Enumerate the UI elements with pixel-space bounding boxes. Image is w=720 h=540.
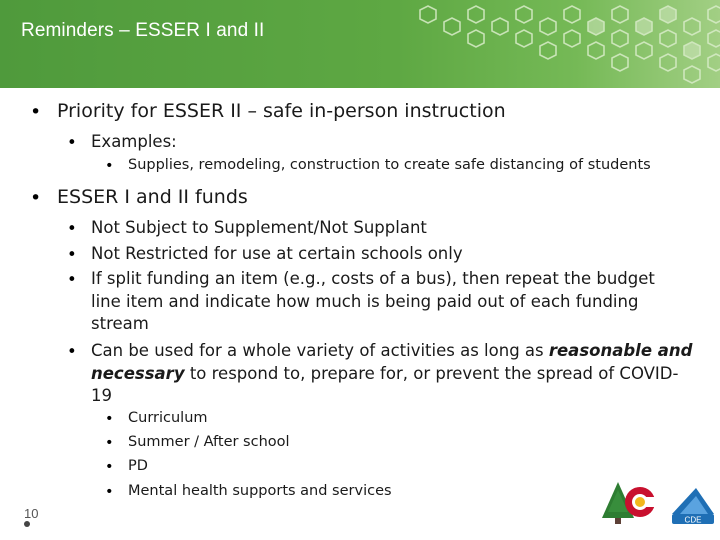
bullet-dot: • bbox=[67, 219, 77, 238]
bullet-examples: Examples: bbox=[91, 132, 177, 151]
bullet-curriculum: Curriculum bbox=[128, 410, 208, 426]
bullet-dot: • bbox=[30, 187, 42, 209]
bullet-split-funding-line2: line item and indicate how much is being paid out of each funding bbox=[91, 292, 639, 311]
colorado-c-icon bbox=[625, 487, 658, 517]
bullet-dot: • bbox=[67, 133, 77, 152]
bullet-dot: • bbox=[105, 435, 114, 451]
bullet-summer: Summer / After school bbox=[128, 434, 290, 450]
bullet-dot: • bbox=[67, 342, 77, 361]
bullet-not-restricted: Not Restricted for use at certain schools only bbox=[91, 244, 463, 263]
bullet-funds: ESSER I and II funds bbox=[57, 186, 248, 208]
bullet-dot: • bbox=[105, 459, 114, 475]
bullet-priority: Priority for ESSER II – safe in-person instruction bbox=[57, 100, 506, 122]
slide-title: Reminders – ESSER I and II bbox=[21, 20, 265, 41]
bullet-supplement: Not Subject to Supplement/Not Supplant bbox=[91, 218, 427, 237]
bullet-dot: • bbox=[105, 484, 114, 500]
page-marker-dot bbox=[24, 521, 30, 527]
bullet-split-funding-line1: If split funding an item (e.g., costs of a bus), then repeat the budget bbox=[91, 269, 655, 288]
bullet-variety-line3: 19 bbox=[91, 386, 112, 405]
bullet-split-funding-line3: stream bbox=[91, 314, 149, 333]
bullet-dot: • bbox=[67, 245, 77, 264]
cde-emblem-icon bbox=[672, 488, 714, 525]
bullet-pd: PD bbox=[128, 458, 148, 474]
bullet-mental-health: Mental health supports and services bbox=[128, 483, 392, 499]
bullet-dot: • bbox=[30, 101, 42, 123]
bullet-variety-line1: Can be used for a whole variety of activities as long as reasonable and bbox=[91, 341, 693, 360]
svg-text:CDE: CDE bbox=[684, 515, 702, 525]
emphasis-necessary: necessary bbox=[91, 364, 185, 383]
bullet-dot: • bbox=[105, 411, 114, 427]
bullet-dot: • bbox=[105, 158, 114, 174]
bullet-variety-line2: necessary to respond to, prepare for, or prevent the spread of COVID- bbox=[91, 364, 679, 383]
bullet-supplies: Supplies, remodeling, construction to create safe distancing of students bbox=[128, 157, 651, 173]
colorado-cde-logo bbox=[596, 478, 720, 528]
bullet-dot: • bbox=[67, 270, 77, 289]
emphasis-reasonable: reasonable and bbox=[548, 341, 693, 360]
page-number: 10 bbox=[24, 506, 39, 521]
